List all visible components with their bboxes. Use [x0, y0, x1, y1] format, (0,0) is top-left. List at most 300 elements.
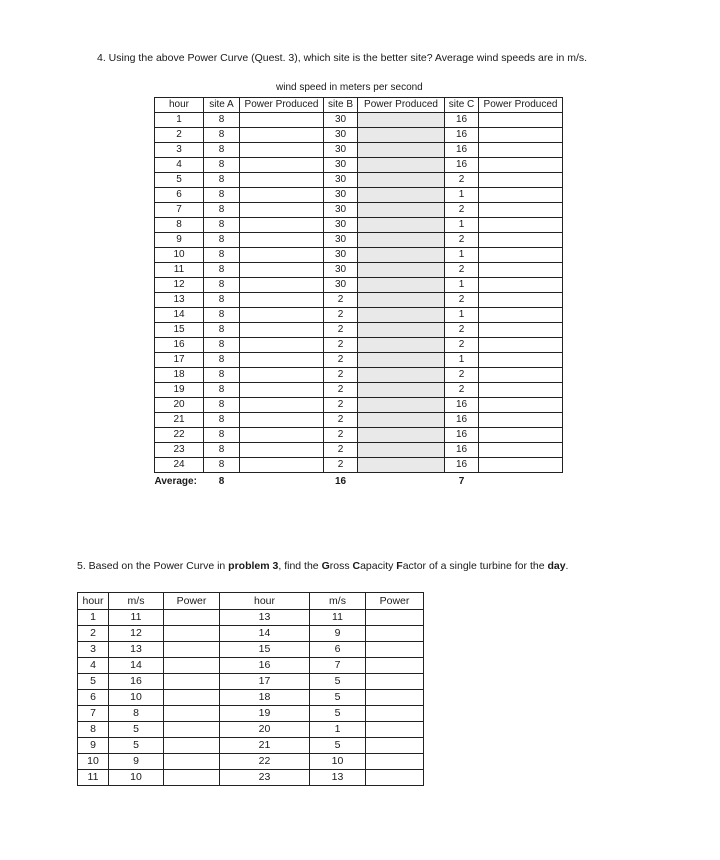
- site-a-power-cell[interactable]: [240, 293, 324, 308]
- site-c-power-cell[interactable]: [479, 293, 563, 308]
- power-cell[interactable]: [164, 626, 220, 642]
- site-c-speed-cell: 16: [445, 458, 479, 473]
- column-header: Power Produced: [240, 98, 324, 113]
- site-b-power-cell[interactable]: [358, 353, 445, 368]
- wind-speed-cell: 9: [109, 754, 164, 770]
- site-a-power-cell[interactable]: [240, 368, 324, 383]
- hour-cell: 4: [78, 658, 109, 674]
- site-c-power-cell[interactable]: [479, 263, 563, 278]
- power-cell[interactable]: [164, 658, 220, 674]
- column-header: m/s: [109, 593, 164, 610]
- site-b-power-cell[interactable]: [358, 188, 445, 203]
- site-c-speed-cell: 1: [445, 188, 479, 203]
- power-cell[interactable]: [164, 738, 220, 754]
- column-header: Power: [366, 593, 424, 610]
- wind-speed-cell: 5: [109, 738, 164, 754]
- table-header-row: [78, 593, 424, 610]
- hour-cell: 3: [155, 143, 204, 158]
- site-a-speed-cell: 8: [204, 458, 240, 473]
- hour-cell: 20: [220, 722, 310, 738]
- power-cell[interactable]: [366, 658, 424, 674]
- hour-cell: 7: [155, 203, 204, 218]
- column-header: Power Produced: [358, 98, 445, 113]
- site-a-speed-cell: 8: [204, 323, 240, 338]
- site-c-power-cell[interactable]: [479, 338, 563, 353]
- table-row: [155, 188, 563, 203]
- table-row: [155, 293, 563, 308]
- table-row: [155, 353, 563, 368]
- site-c-power-cell[interactable]: [479, 203, 563, 218]
- site-c-power-cell[interactable]: [479, 428, 563, 443]
- power-cell[interactable]: [366, 706, 424, 722]
- average-value: 16: [334, 476, 347, 487]
- site-a-power-cell[interactable]: [240, 263, 324, 278]
- site-c-power-cell[interactable]: [479, 233, 563, 248]
- column-header: Power Produced: [479, 98, 563, 113]
- wind-speed-cell: 14: [109, 658, 164, 674]
- question-5-text-part: apacity: [360, 560, 397, 572]
- site-b-speed-cell: 2: [324, 443, 358, 458]
- site-a-power-cell[interactable]: [240, 308, 324, 323]
- table-row: [78, 770, 424, 786]
- site-a-power-cell[interactable]: [240, 128, 324, 143]
- average-blank: [479, 473, 563, 492]
- site-b-power-cell[interactable]: [358, 398, 445, 413]
- site-c-speed-cell: 16: [445, 113, 479, 128]
- wind-speed-cell: 6: [310, 642, 366, 658]
- question-5-text-part: problem 3: [228, 560, 279, 572]
- site-c-speed-cell: 2: [445, 263, 479, 278]
- site-b-speed-cell: 30: [324, 113, 358, 128]
- site-b-power-cell[interactable]: [358, 323, 445, 338]
- question-5-text: [77, 560, 568, 572]
- site-b-speed-cell: 30: [324, 203, 358, 218]
- site-a-speed-cell: 8: [204, 113, 240, 128]
- wind-speed-cell: 16: [109, 674, 164, 690]
- hour-cell: 14: [155, 308, 204, 323]
- site-a-power-cell[interactable]: [240, 218, 324, 233]
- hour-cell: 23: [155, 443, 204, 458]
- power-cell[interactable]: [164, 770, 220, 786]
- site-b-power-cell[interactable]: [358, 128, 445, 143]
- site-b-power-cell[interactable]: [358, 218, 445, 233]
- power-cell[interactable]: [366, 674, 424, 690]
- table-row: [155, 458, 563, 473]
- site-b-speed-cell: 2: [324, 398, 358, 413]
- wind-speed-cell: 13: [310, 770, 366, 786]
- site-c-speed-cell: 16: [445, 428, 479, 443]
- site-b-power-cell[interactable]: [358, 458, 445, 473]
- site-b-speed-cell: 30: [324, 218, 358, 233]
- site-a-power-cell[interactable]: [240, 323, 324, 338]
- table-row: [155, 218, 563, 233]
- site-c-power-cell[interactable]: [479, 128, 563, 143]
- hour-cell: 2: [78, 626, 109, 642]
- hour-cell: 22: [220, 754, 310, 770]
- site-a-power-cell[interactable]: [240, 338, 324, 353]
- hour-cell: 9: [78, 738, 109, 754]
- table-row: [155, 323, 563, 338]
- table-row: [155, 383, 563, 398]
- column-header: Power: [164, 593, 220, 610]
- site-b-speed-cell: 30: [324, 158, 358, 173]
- table-row: [155, 263, 563, 278]
- site-a-speed-cell: 8: [204, 233, 240, 248]
- site-c-speed-cell: 1: [445, 278, 479, 293]
- wind-speed-cell: 5: [310, 706, 366, 722]
- site-b-speed-cell: 2: [324, 308, 358, 323]
- average-value: 8: [218, 476, 225, 487]
- average-row: [155, 473, 563, 492]
- site-c-speed-cell: 16: [445, 413, 479, 428]
- site-a-power-cell[interactable]: [240, 428, 324, 443]
- wind-speed-cell: 11: [109, 610, 164, 626]
- site-a-speed-cell: 8: [204, 308, 240, 323]
- hour-cell: 10: [78, 754, 109, 770]
- hour-cell: 5: [78, 674, 109, 690]
- site-b-speed-cell: 30: [324, 248, 358, 263]
- hour-cell: 14: [220, 626, 310, 642]
- site-b-speed-cell: 30: [324, 128, 358, 143]
- hour-cell: 13: [155, 293, 204, 308]
- site-a-power-cell[interactable]: [240, 353, 324, 368]
- table-row: [155, 113, 563, 128]
- hour-cell: 19: [155, 383, 204, 398]
- site-c-speed-cell: 2: [445, 173, 479, 188]
- site-a-speed-cell: 8: [204, 383, 240, 398]
- wind-speed-cell: 11: [310, 610, 366, 626]
- hour-cell: 6: [155, 188, 204, 203]
- hour-cell: 20: [155, 398, 204, 413]
- hour-cell: 11: [78, 770, 109, 786]
- power-cell[interactable]: [366, 610, 424, 626]
- site-c-power-cell[interactable]: [479, 413, 563, 428]
- site-c-power-cell[interactable]: [479, 158, 563, 173]
- site-b-power-cell[interactable]: [358, 293, 445, 308]
- site-b-speed-cell: 2: [324, 413, 358, 428]
- site-a-power-cell[interactable]: [240, 458, 324, 473]
- table-row: [78, 642, 424, 658]
- column-header: hour: [220, 593, 310, 610]
- site-a-power-cell[interactable]: [240, 233, 324, 248]
- table-row: [78, 738, 424, 754]
- table-row: [155, 173, 563, 188]
- site-a-power-cell[interactable]: [240, 173, 324, 188]
- site-c-speed-cell: 2: [445, 323, 479, 338]
- site-a-speed-cell: 8: [204, 413, 240, 428]
- table-header-row: [155, 98, 563, 113]
- table-row: [155, 413, 563, 428]
- site-c-speed-cell: 2: [445, 383, 479, 398]
- hour-cell: 22: [155, 428, 204, 443]
- site-a-speed-cell: 8: [204, 338, 240, 353]
- power-cell[interactable]: [164, 754, 220, 770]
- wind-speed-cell: 12: [109, 626, 164, 642]
- site-b-speed-cell: 30: [324, 263, 358, 278]
- table-row: [78, 690, 424, 706]
- site-b-speed-cell: 2: [324, 458, 358, 473]
- question-5-text-part: 5. Based on the Power Curve in: [77, 560, 229, 572]
- site-b-speed-cell: 30: [324, 173, 358, 188]
- hour-cell: 17: [155, 353, 204, 368]
- power-cell[interactable]: [366, 770, 424, 786]
- site-c-power-cell[interactable]: [479, 143, 563, 158]
- question-5-text-part: C: [352, 560, 361, 572]
- question-5-text-part: G: [321, 560, 330, 572]
- question-5-text-part: F: [396, 560, 403, 572]
- site-c-speed-cell: 16: [445, 158, 479, 173]
- question-5-text-part: ross: [329, 560, 353, 572]
- power-cell[interactable]: [366, 690, 424, 706]
- site-b-power-cell[interactable]: [358, 413, 445, 428]
- site-c-speed-cell: 2: [445, 233, 479, 248]
- table-row: [155, 368, 563, 383]
- column-header: site C: [445, 98, 479, 113]
- column-header: hour: [78, 593, 109, 610]
- hour-cell: 16: [220, 658, 310, 674]
- hour-cell: 12: [155, 278, 204, 293]
- wind-speed-cell: 10: [109, 770, 164, 786]
- site-b-speed-cell: 30: [324, 143, 358, 158]
- site-b-speed-cell: 30: [324, 278, 358, 293]
- power-cell[interactable]: [164, 722, 220, 738]
- site-c-power-cell[interactable]: [479, 248, 563, 263]
- site-b-power-cell[interactable]: [358, 308, 445, 323]
- wind-speed-cell: 8: [109, 706, 164, 722]
- site-a-power-cell[interactable]: [240, 398, 324, 413]
- column-header: site B: [324, 98, 358, 113]
- wind-speed-cell: 13: [109, 642, 164, 658]
- site-c-power-cell[interactable]: [479, 383, 563, 398]
- site-b-power-cell[interactable]: [358, 233, 445, 248]
- wind-speed-cell: 10: [310, 754, 366, 770]
- power-cell[interactable]: [366, 754, 424, 770]
- hour-cell: 8: [78, 722, 109, 738]
- wind-speed-cell: 5: [109, 722, 164, 738]
- hour-cell: 16: [155, 338, 204, 353]
- hour-cell: 11: [155, 263, 204, 278]
- site-a-power-cell[interactable]: [240, 278, 324, 293]
- site-b-power-cell[interactable]: [358, 113, 445, 128]
- site-c-power-cell[interactable]: [479, 113, 563, 128]
- site-b-power-cell[interactable]: [358, 428, 445, 443]
- table-row: [155, 128, 563, 143]
- column-header: hour: [155, 98, 204, 113]
- site-a-speed-cell: 8: [204, 203, 240, 218]
- site-b-speed-cell: 2: [324, 368, 358, 383]
- site-a-power-cell[interactable]: [240, 248, 324, 263]
- site-c-speed-cell: 1: [445, 218, 479, 233]
- site-a-speed-cell: 8: [204, 263, 240, 278]
- question-4-text: 4. Using the above Power Curve (Quest. 3), which site is the better site? Average wind speeds are in m/s.: [97, 52, 588, 64]
- table-row: [78, 754, 424, 770]
- site-a-power-cell[interactable]: [240, 443, 324, 458]
- site-b-power-cell[interactable]: [358, 443, 445, 458]
- hour-cell: 3: [78, 642, 109, 658]
- site-c-speed-cell: 2: [445, 203, 479, 218]
- hour-cell: 21: [155, 413, 204, 428]
- power-cell[interactable]: [366, 738, 424, 754]
- wind-speed-cell: 5: [310, 738, 366, 754]
- site-c-speed-cell: 1: [445, 353, 479, 368]
- average-label: Average:: [154, 476, 197, 487]
- column-header: site A: [204, 98, 240, 113]
- table-row: [78, 610, 424, 626]
- site-c-power-cell[interactable]: [479, 458, 563, 473]
- site-a-power-cell[interactable]: [240, 143, 324, 158]
- site-c-speed-cell: 2: [445, 293, 479, 308]
- wind-speed-cell: 9: [310, 626, 366, 642]
- table-row: [155, 158, 563, 173]
- site-c-power-cell[interactable]: [479, 398, 563, 413]
- site-c-speed-cell: 16: [445, 443, 479, 458]
- site-b-power-cell[interactable]: [358, 368, 445, 383]
- site-c-speed-cell: 2: [445, 368, 479, 383]
- site-a-speed-cell: 8: [204, 428, 240, 443]
- site-b-power-cell[interactable]: [358, 173, 445, 188]
- hourly-wind-table: [77, 592, 424, 786]
- hour-cell: 13: [220, 610, 310, 626]
- site-a-speed-cell: 8: [204, 353, 240, 368]
- hour-cell: 24: [155, 458, 204, 473]
- table-row: [155, 428, 563, 443]
- site-b-speed-cell: 30: [324, 188, 358, 203]
- average-value: 7: [458, 476, 465, 487]
- question-5-text-part: , find the: [278, 560, 322, 572]
- average-blank: [358, 473, 445, 492]
- hour-cell: 23: [220, 770, 310, 786]
- site-b-power-cell[interactable]: [358, 248, 445, 263]
- table-row: [78, 626, 424, 642]
- hour-cell: 5: [155, 173, 204, 188]
- wind-speed-cell: 5: [310, 690, 366, 706]
- site-b-power-cell[interactable]: [358, 143, 445, 158]
- site-a-power-cell[interactable]: [240, 413, 324, 428]
- site-c-speed-cell: 16: [445, 398, 479, 413]
- site-c-power-cell[interactable]: [479, 368, 563, 383]
- question-5-text-part: day: [547, 560, 566, 572]
- site-c-speed-cell: 16: [445, 143, 479, 158]
- hour-cell: 8: [155, 218, 204, 233]
- hour-cell: 1: [78, 610, 109, 626]
- site-a-power-cell[interactable]: [240, 188, 324, 203]
- power-cell[interactable]: [366, 722, 424, 738]
- site-c-power-cell[interactable]: [479, 218, 563, 233]
- table-row: [155, 308, 563, 323]
- site-b-power-cell[interactable]: [358, 263, 445, 278]
- site-b-speed-cell: 2: [324, 338, 358, 353]
- site-c-power-cell[interactable]: [479, 188, 563, 203]
- site-c-power-cell[interactable]: [479, 308, 563, 323]
- wind-speed-cell: 10: [109, 690, 164, 706]
- hour-cell: 7: [78, 706, 109, 722]
- site-c-speed-cell: 1: [445, 248, 479, 263]
- wind-speed-cell: 7: [310, 658, 366, 674]
- site-a-power-cell[interactable]: [240, 383, 324, 398]
- site-b-power-cell[interactable]: [358, 278, 445, 293]
- site-b-speed-cell: 2: [324, 383, 358, 398]
- table-row: [155, 248, 563, 263]
- site-a-speed-cell: 8: [204, 188, 240, 203]
- site-b-power-cell[interactable]: [358, 203, 445, 218]
- site-a-power-cell[interactable]: [240, 113, 324, 128]
- hour-cell: 18: [155, 368, 204, 383]
- hour-cell: 4: [155, 158, 204, 173]
- site-a-speed-cell: 8: [204, 173, 240, 188]
- site-c-power-cell[interactable]: [479, 278, 563, 293]
- site-a-speed-cell: 8: [204, 158, 240, 173]
- site-a-power-cell[interactable]: [240, 203, 324, 218]
- column-header: m/s: [310, 593, 366, 610]
- table-row: [78, 674, 424, 690]
- hour-cell: 9: [155, 233, 204, 248]
- table-row: [155, 338, 563, 353]
- site-b-power-cell[interactable]: [358, 158, 445, 173]
- power-cell[interactable]: [164, 674, 220, 690]
- table-row: [78, 706, 424, 722]
- question-5-text-part: .: [565, 560, 569, 572]
- power-cell[interactable]: [366, 626, 424, 642]
- hour-cell: 6: [78, 690, 109, 706]
- site-c-power-cell[interactable]: [479, 173, 563, 188]
- site-b-speed-cell: 2: [324, 323, 358, 338]
- table-row: [155, 443, 563, 458]
- site-b-speed-cell: 30: [324, 233, 358, 248]
- site-a-speed-cell: 8: [204, 443, 240, 458]
- question-5-text-part: actor of a single turbine for the: [402, 560, 548, 572]
- hour-cell: 18: [220, 690, 310, 706]
- power-cell[interactable]: [164, 642, 220, 658]
- site-a-speed-cell: 8: [204, 278, 240, 293]
- hour-cell: 2: [155, 128, 204, 143]
- site-a-speed-cell: 8: [204, 128, 240, 143]
- site-b-power-cell[interactable]: [358, 383, 445, 398]
- hour-cell: 10: [155, 248, 204, 263]
- hour-cell: 21: [220, 738, 310, 754]
- hour-cell: 17: [220, 674, 310, 690]
- wind-speed-cell: 1: [310, 722, 366, 738]
- site-c-speed-cell: 2: [445, 338, 479, 353]
- hour-cell: 19: [220, 706, 310, 722]
- site-a-speed-cell: 8: [204, 143, 240, 158]
- site-a-speed-cell: 8: [204, 368, 240, 383]
- site-b-speed-cell: 2: [324, 293, 358, 308]
- site-c-power-cell[interactable]: [479, 323, 563, 338]
- site-b-power-cell[interactable]: [358, 338, 445, 353]
- wind-speed-cell: 5: [310, 674, 366, 690]
- site-c-power-cell[interactable]: [479, 443, 563, 458]
- power-cell[interactable]: [164, 690, 220, 706]
- hour-cell: 15: [155, 323, 204, 338]
- site-b-speed-cell: 2: [324, 353, 358, 368]
- site-a-speed-cell: 8: [204, 218, 240, 233]
- power-cell[interactable]: [366, 642, 424, 658]
- power-cell[interactable]: [164, 706, 220, 722]
- site-a-speed-cell: 8: [204, 398, 240, 413]
- site-a-power-cell[interactable]: [240, 158, 324, 173]
- table-row: [155, 143, 563, 158]
- hour-cell: 15: [220, 642, 310, 658]
- site-c-power-cell[interactable]: [479, 353, 563, 368]
- average-blank: [240, 473, 324, 492]
- table-row: [78, 658, 424, 674]
- table-row: [78, 722, 424, 738]
- site-b-speed-cell: 2: [324, 428, 358, 443]
- site-c-speed-cell: 16: [445, 128, 479, 143]
- hour-cell: 1: [155, 113, 204, 128]
- power-cell[interactable]: [164, 610, 220, 626]
- site-a-speed-cell: 8: [204, 293, 240, 308]
